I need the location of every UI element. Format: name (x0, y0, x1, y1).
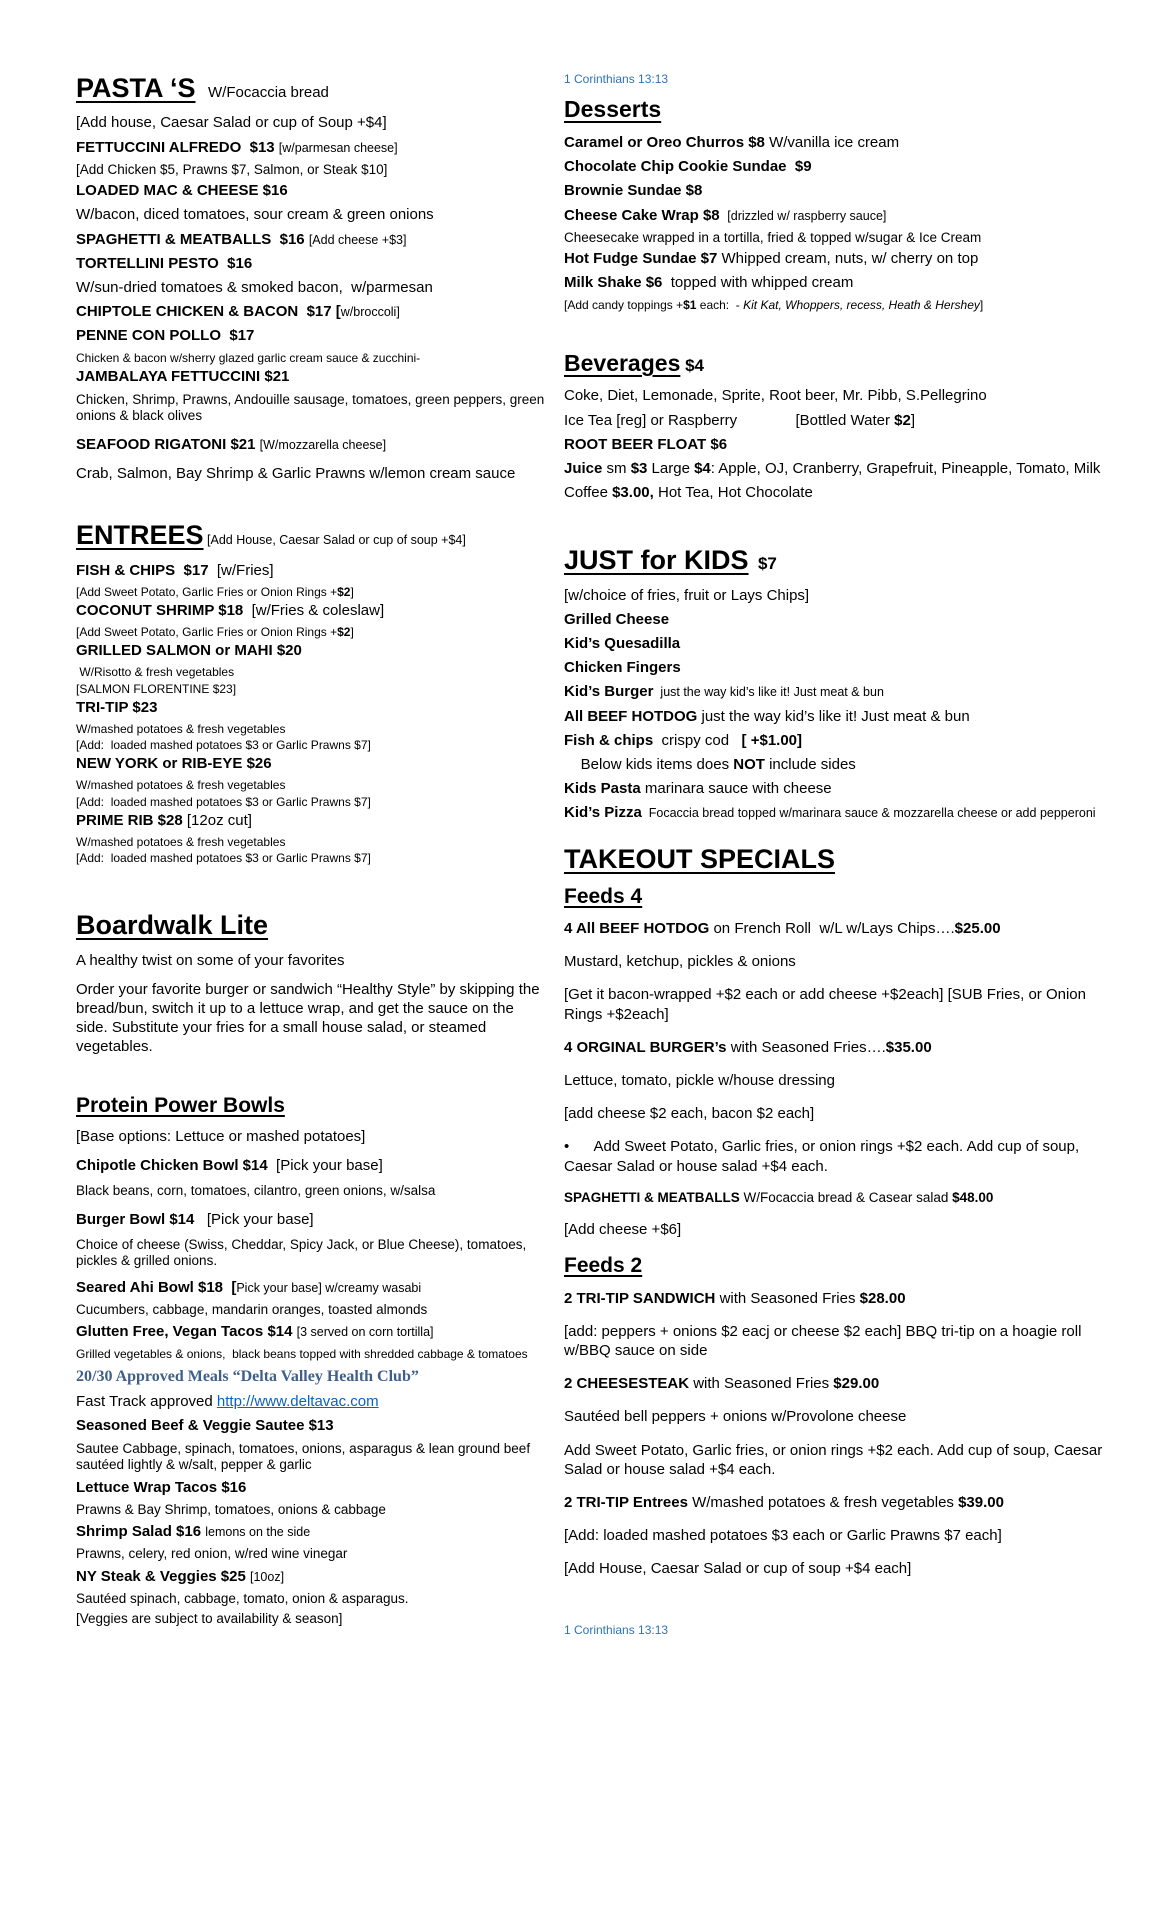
text-run: marinara sauce with cheese (640, 780, 832, 798)
text-run: [10oz] (250, 1569, 285, 1584)
text-run: Kids Pasta (564, 780, 641, 798)
text-run: $1 (683, 297, 697, 312)
menu-line (76, 1567, 546, 1586)
text-run: COCONUT SHRIMP $18 (76, 601, 244, 619)
deltavac-link[interactable]: http://www.deltavac.com (216, 1393, 379, 1411)
text-run: $2 (337, 625, 351, 640)
text-run: Black beans, corn, tomatoes, cilantro, green onions, w/salsa (76, 1183, 436, 1199)
menu-line (76, 835, 546, 849)
menu-line (564, 206, 1108, 225)
text-run: Kid’s Pizza (564, 804, 642, 822)
menu-line (76, 1478, 546, 1497)
menu-line (564, 707, 1108, 726)
text-run: PENNE CON POLLO $17 (76, 327, 255, 345)
text-run: [Add cheese +$6] (564, 1221, 682, 1239)
text-run: [12oz cut] (186, 811, 252, 829)
text-run: 2 CHEESESTEAK (564, 1375, 690, 1393)
text-run: Add Sweet Potato, Garlic fries, or onion rings +$2 each. Add cup of soup, Caesar Salad or house salad +$4 each. (564, 1441, 1107, 1478)
menu-line (76, 665, 546, 679)
menu-line (564, 181, 1108, 200)
text-run: NY Steak & Veggies $25 (76, 1567, 250, 1585)
text-run: W/sun-dried tomatoes & smoked bacon, w/parmesan (76, 278, 433, 296)
text-run: Focaccia bread topped w/marinara sauce & mozzarella cheese or add pepperoni (641, 806, 1096, 821)
menu-line (76, 1278, 546, 1297)
text-run: Kid’s Quesadilla (564, 635, 681, 653)
menu-line (76, 181, 546, 200)
text-run: Fish & chips (564, 731, 654, 749)
menu-line (564, 1374, 1108, 1393)
text-run: NEW YORK or RIB-EYE $26 (76, 755, 272, 773)
section-heading (564, 1253, 1108, 1278)
right-sections (564, 96, 1108, 1578)
menu-line (76, 1591, 546, 1607)
menu-line (76, 326, 546, 345)
heading-text: Boardwalk Lite (76, 910, 269, 941)
text-run: [Add: loaded mashed potatoes $3 or Garlic Prawns $7] (76, 738, 371, 753)
text-run: FISH & CHIPS $17 (76, 561, 217, 579)
menu-columns (76, 72, 1108, 1637)
menu-line (564, 1104, 1108, 1123)
menu-line (76, 278, 546, 297)
menu-line (76, 738, 546, 752)
text-run: [Pick your base] (206, 1210, 314, 1228)
text-run: Mustard, ketchup, pickles & onions (564, 953, 796, 971)
text-run: Pick your base] w/creamy wasabi (236, 1280, 422, 1295)
text-run: [Add candy toppings + (564, 297, 684, 312)
menu-line (564, 1289, 1108, 1308)
menu-line (564, 952, 1108, 971)
text-run: 4 ORGINAL BURGER’s (564, 1038, 727, 1056)
text-run: Hot Tea, Hot Chocolate (653, 484, 813, 502)
text-run: $29.00 (833, 1375, 880, 1393)
section-heading (564, 96, 1108, 124)
text-run: [add cheese $2 each, bacon $2 each] (564, 1105, 815, 1123)
menu-line (76, 601, 546, 620)
text-run: TORTELLINI PESTO $16 (76, 254, 253, 272)
menu-line (76, 1367, 546, 1387)
menu-line (76, 698, 546, 717)
heading-text: JUST for KIDS (564, 545, 749, 576)
section-heading (564, 350, 1108, 378)
text-run: Prawns & Bay Shrimp, tomatoes, onions & cabbage (76, 1501, 386, 1517)
menu-line (564, 658, 1108, 677)
text-run: NOT (733, 755, 765, 773)
heading-text: Feeds 4 (564, 884, 643, 908)
text-run: $48.00 (952, 1189, 994, 1205)
text-run: W/Focaccia bread & Casear salad (739, 1189, 953, 1205)
text-run: W/Focaccia bread (195, 84, 329, 101)
menu-line (76, 1522, 546, 1541)
menu-line (564, 610, 1108, 629)
menu-line (564, 435, 1108, 454)
menu-line (76, 1127, 546, 1146)
text-run: [W/mozzarella cheese] (259, 437, 387, 452)
text-run: W/Risotto & fresh vegetables (76, 665, 235, 680)
menu-line (76, 205, 546, 224)
text-run: Kit Kat, Whoppers, recess, Heath & Hershey (743, 297, 980, 312)
menu-line (76, 351, 546, 365)
text-run: sm (602, 459, 631, 477)
text-run: Hot Fudge Sundae $7 (564, 250, 722, 268)
section-heading (76, 519, 546, 551)
text-run: Add Sweet Potato, Garlic fries, or onion rings +$2 each. Add cup of soup, Caesar Salad or house salad +$4 each. (564, 1138, 1084, 1175)
text-run: just the way kid’s like it! Just meat & bun (697, 707, 970, 725)
text-run: [Add Chicken $5, Prawns $7, Salmon, or Steak $10] (76, 161, 388, 177)
text-run: Brownie Sundae $8 (564, 182, 703, 200)
text-run: W/mashed potatoes & fresh vegetables (687, 1493, 959, 1511)
right-column (564, 72, 1108, 1637)
text-run: [Base options: Lettuce or mashed potatoes] (76, 1127, 366, 1145)
text-run: [w/Fries & coleslaw] (243, 601, 385, 619)
section-feeds-4 (564, 884, 1108, 1240)
menu-line (564, 755, 1108, 774)
menu-line (76, 162, 546, 178)
text-run: $25.00 (954, 920, 1001, 938)
text-run: Seared Ahi Bowl $18 (76, 1278, 232, 1296)
text-run: W/bacon, diced tomatoes, sour cream & green onions (76, 206, 434, 224)
menu-line (76, 778, 546, 792)
text-run: Grilled Cheese (564, 610, 670, 628)
section-just-for-kids (564, 544, 1108, 822)
menu-line (564, 919, 1108, 938)
text-run: [Add: loaded mashed potatoes $3 or Garlic Prawns $7] (76, 851, 371, 866)
text-run: Coke, Diet, Lemonade, Sprite, Root beer, Mr. Pibb, S.Pellegrino (564, 387, 987, 405)
text-run: Coffee (564, 484, 613, 502)
text-run: [Pick your base] (276, 1156, 383, 1174)
menu-line (564, 483, 1108, 502)
menu-line (76, 435, 546, 454)
text-run: Lettuce Wrap Tacos $16 (76, 1478, 247, 1496)
menu-line (564, 634, 1108, 653)
text-run: Chocolate Chip Cookie Sundae $9 (564, 158, 812, 176)
text-run: 20/30 Approved Meals “Delta Valley Health Club” (76, 1367, 419, 1385)
text-run: Sautéed bell peppers + onions w/Provolone cheese (564, 1408, 907, 1426)
text-run: W/mashed potatoes & fresh vegetables (76, 778, 286, 793)
text-run: each: - (696, 297, 744, 312)
text-run: Shrimp Salad $16 (76, 1523, 206, 1541)
menu-line (564, 803, 1108, 822)
text-run: $3 (630, 459, 648, 477)
section-heading (76, 909, 546, 941)
text-run: topped with whipped cream (666, 274, 854, 292)
menu-line (76, 1210, 546, 1229)
text-run: with Seasoned Fries (689, 1375, 834, 1393)
menu-line (76, 811, 546, 830)
text-run: Burger Bowl $14 (76, 1210, 207, 1228)
heading-text: Protein Power Bowls (76, 1093, 285, 1117)
text-run: [Add: loaded mashed potatoes $3 or Garlic Prawns $7] (76, 794, 371, 809)
text-run: FETTUCCINI ALFREDO $13 (76, 138, 279, 156)
menu-line (76, 113, 546, 132)
text-run: [Veggies are subject to availability & season] (76, 1610, 343, 1626)
text-run: ] (350, 584, 354, 599)
text-run: LOADED MAC & CHEESE $16 (76, 182, 288, 200)
text-run: PRIME RIB $28 (76, 811, 187, 829)
text-run: ] (979, 297, 984, 312)
text-run: with Seasoned Fries…. (726, 1038, 886, 1056)
menu-line (564, 586, 1108, 605)
menu-line (76, 1347, 546, 1361)
text-run: 2 TRI-TIP SANDWICH (564, 1289, 716, 1307)
text-run: [drizzled w/ raspberry sauce] (723, 208, 887, 223)
text-run: [Add House, Caesar Salad or cup of soup +$4 each] (564, 1560, 912, 1578)
text-run: [w/choice of fries, fruit or Lays Chips] (564, 586, 810, 604)
text-run: 2 TRI-TIP Entrees (564, 1493, 688, 1511)
text-run: [w/parmesan cheese] (278, 140, 398, 155)
menu-line (76, 1156, 546, 1175)
menu-line (564, 298, 1108, 312)
menu-line (564, 1407, 1108, 1426)
heading-text: TAKEOUT SPECIALS (564, 843, 836, 874)
text-run: [SALMON FLORENTINE $23] (76, 681, 237, 696)
section-pastas (76, 72, 549, 483)
text-run: crispy cod (653, 731, 730, 749)
text-run: just the way kid’s like it! Just meat & bun (653, 685, 884, 700)
text-run: W/mashed potatoes & fresh vegetables (76, 834, 286, 849)
text-run: SEAFOOD RIGATONI $21 (76, 435, 260, 453)
text-run: CHIPTOLE CHICKEN & BACON $17 [ (76, 303, 341, 321)
menu-line (564, 1493, 1108, 1512)
text-run: on French Roll w/L w/Lays Chips…. (709, 920, 955, 938)
menu-line (76, 682, 546, 696)
menu-line (76, 585, 546, 599)
text-run: [Add Sweet Potato, Garlic Fries or Onion Rings + (76, 625, 338, 640)
menu-line (564, 1190, 1108, 1206)
section-entrees (76, 519, 546, 865)
text-run: Whipped cream, nuts, w/ cherry on top (721, 250, 979, 268)
section-heading (76, 72, 546, 104)
menu-line (564, 1071, 1108, 1090)
menu-line (76, 1416, 546, 1435)
section-heading (76, 1093, 546, 1118)
menu-line (564, 985, 1108, 1023)
text-run: ] (910, 411, 915, 429)
text-run: W/mashed potatoes & fresh vegetables (76, 721, 286, 736)
text-run: Prawns, celery, red onion, w/red wine vinegar (76, 1546, 348, 1562)
menu-line (564, 133, 1108, 152)
text-run: Chicken & bacon w/sherry glazed garlic cream sauce & zucchini- (76, 350, 421, 365)
left-column (76, 72, 549, 1630)
text-run: $3.00, (612, 484, 654, 502)
menu-line (76, 1183, 546, 1199)
section-heading (564, 884, 1108, 909)
text-run: Chicken, Shrimp, Prawns, Andouille sausage, tomatoes, green peppers, green onions & black olives (76, 391, 549, 424)
menu-line (76, 795, 546, 809)
menu-line (564, 273, 1108, 292)
verse-bottom: 1 Corinthians 13:13 (564, 1622, 669, 1637)
heading-text: Feeds 2 (564, 1254, 643, 1278)
section-feeds-2 (564, 1253, 1108, 1578)
menu-line (76, 254, 546, 273)
left-sections (76, 72, 549, 1627)
menu-line (564, 1441, 1108, 1479)
text-run: A healthy twist on some of your favorites (76, 951, 345, 969)
text-run: Cheese Cake Wrap $8 (564, 206, 724, 224)
menu-line (76, 1392, 546, 1411)
text-run: All BEEF HOTDOG (564, 707, 698, 725)
text-run: [Add House, Caesar Salad or cup of soup +$4] (203, 533, 466, 548)
menu-line (76, 230, 546, 249)
menu-line (76, 754, 546, 773)
menu-line (76, 1502, 546, 1518)
section-takeout-specials (564, 843, 1108, 875)
text-run: Glutten Free, Vegan Tacos $14 (76, 1323, 297, 1341)
menu-line (564, 1038, 1108, 1057)
heading-text: Desserts (564, 96, 662, 123)
text-run: [Add: loaded mashed potatoes $3 each or Garlic Prawns $7 each] (564, 1527, 1002, 1545)
text-run: W/vanilla ice cream (769, 133, 900, 151)
text-run: Lettuce, tomato, pickle w/house dressing (564, 1072, 835, 1090)
heading-text: PASTA ‘S (76, 73, 196, 103)
menu-line (564, 386, 1108, 405)
text-run: Chipotle Chicken Bowl $14 (76, 1156, 277, 1174)
menu-line (564, 1220, 1108, 1239)
menu-line (76, 464, 546, 483)
text-run: [Add house, Caesar Salad or cup of Soup +$4] (76, 114, 387, 132)
menu-line (76, 391, 549, 425)
menu-line (564, 1559, 1108, 1578)
section-desserts (564, 96, 1108, 311)
text-run: [Get it bacon-wrapped +$2 each or add cheese +$2each] [SUB Fries, or Onion Rings +$2each] (564, 986, 1091, 1023)
menu-line (76, 951, 546, 970)
verse-top: 1 Corinthians 13:13 (564, 72, 669, 86)
section-protein-power-bowls (76, 1093, 546, 1627)
menu-line (76, 302, 546, 321)
text-run: Kid’s Burger (564, 683, 654, 701)
text-run: GRILLED SALMON or MAHI $20 (76, 642, 302, 660)
text-run: Milk Shake $6 (564, 274, 667, 292)
text-run: ROOT BEER FLOAT $6 (564, 435, 728, 453)
heading-text: Beverages (564, 349, 681, 376)
menu-line (76, 641, 546, 660)
text-run: $28.00 (859, 1289, 906, 1307)
text-run: [w/Fries] (216, 561, 274, 579)
section-boardwalk-lite (76, 909, 546, 1056)
text-run: [add: peppers + onions $2 eacj or cheese $2 each] BBQ tri-tip on a hoagie roll w/BBQ sauce on side (564, 1322, 1086, 1360)
menu-line (564, 731, 1108, 750)
heading-text: ENTREES (76, 520, 204, 551)
text-run: Caramel or Oreo Churros $8 (564, 133, 770, 151)
text-run: Seasoned Beef & Veggie Sautee $13 (76, 1417, 334, 1435)
section-heading (564, 843, 1108, 875)
text-run: Juice (564, 459, 603, 477)
text-run: Ice Tea [reg] or Raspberry [Bottled Water (564, 411, 895, 429)
menu-line (76, 367, 546, 386)
text-run: ] (350, 625, 354, 640)
text-run: Order your favorite burger or sandwich “Healthy Style” by skipping the bread/bun, switch it up to a lettuce wrap, and get the sauce on the side. Substitute your fries for a small house salad, or steamed vegetables. (76, 980, 544, 1056)
text-run: • (564, 1138, 570, 1156)
section-beverages (564, 350, 1108, 503)
menu-line (564, 1526, 1108, 1545)
menu-line (76, 1441, 546, 1474)
text-run: [ +$1.00] (729, 731, 803, 749)
menu-line (564, 411, 1108, 430)
text-run: with Seasoned Fries (715, 1289, 860, 1307)
text-run: 4 All BEEF HOTDOG (564, 920, 710, 938)
menu-line (76, 138, 546, 157)
menu-line (564, 157, 1108, 176)
text-run: $35.00 (885, 1038, 932, 1056)
text-run: Cheesecake wrapped in a tortilla, fried & topped w/sugar & Ice Cream (564, 229, 982, 245)
menu-line (564, 682, 1108, 701)
menu-line (564, 1137, 1108, 1175)
text-run: Crab, Salmon, Bay Shrimp & Garlic Prawns w/lemon cream sauce (76, 465, 516, 483)
text-run: Fast Track approved (76, 1393, 217, 1411)
text-run: [Add cheese +$3] (308, 232, 407, 247)
menu-line (564, 779, 1108, 798)
text-run: Grilled vegetables & onions, black beans topped with shredded cabbage & tomatoes (76, 1346, 528, 1361)
text-run: SPAGHETTI & MEATBALLS (564, 1189, 740, 1205)
text-run: [ (231, 1278, 237, 1296)
menu-line (76, 561, 546, 580)
menu-line (76, 1322, 546, 1341)
menu-line (564, 1322, 1108, 1360)
text-run: Below kids items does (564, 755, 734, 773)
text-run: $7 (748, 554, 777, 574)
menu-line (76, 851, 546, 865)
text-run: $2 (894, 411, 911, 429)
text-run: Sautee Cabbage, spinach, tomatoes, onions, asparagus & lean ground beef sautéed lightly & w/salt, pepper & garlic (76, 1440, 534, 1473)
text-run: Cucumbers, cabbage, mandarin oranges, toasted almonds (76, 1301, 428, 1317)
menu-line (564, 459, 1108, 478)
menu-line (76, 1302, 546, 1318)
menu-line (76, 625, 546, 639)
menu-line (76, 722, 546, 736)
text-run: TRI-TIP $23 (76, 698, 158, 716)
text-run: SPAGHETTI & MEATBALLS $16 (76, 230, 309, 248)
text-run: JAMBALAYA FETTUCCINI $21 (76, 367, 290, 385)
text-run: : Apple, OJ, Cranberry, Grapefruit, Pineapple, Tomato, Milk (710, 459, 1101, 477)
section-heading (564, 544, 1108, 576)
menu-line (76, 1237, 546, 1270)
text-run: $4 (680, 355, 704, 375)
text-run: Sautéed spinach, cabbage, tomato, onion & asparagus. (76, 1591, 409, 1607)
menu-line (76, 1611, 546, 1627)
text-run: $4 (694, 459, 711, 477)
text-run: Large (647, 459, 695, 477)
text-run: include sides (764, 755, 856, 773)
text-run: [3 served on corn tortilla] (296, 1325, 434, 1340)
text-run: Choice of cheese (Swiss, Cheddar, Spicy Jack, or Blue Cheese), tomatoes, pickles & grilled onions. (76, 1236, 530, 1269)
text-run: w/broccoli] (340, 305, 400, 320)
text-run: [Add Sweet Potato, Garlic Fries or Onion Rings + (76, 584, 338, 599)
text-run: Chicken Fingers (564, 659, 681, 677)
text-run: $2 (337, 584, 351, 599)
text-run: $39.00 (958, 1493, 1004, 1511)
menu-line (564, 249, 1108, 268)
menu-line (76, 980, 546, 1057)
text-run: lemons on the side (205, 1525, 311, 1540)
menu-line (564, 230, 1108, 246)
menu-line (76, 1546, 546, 1562)
